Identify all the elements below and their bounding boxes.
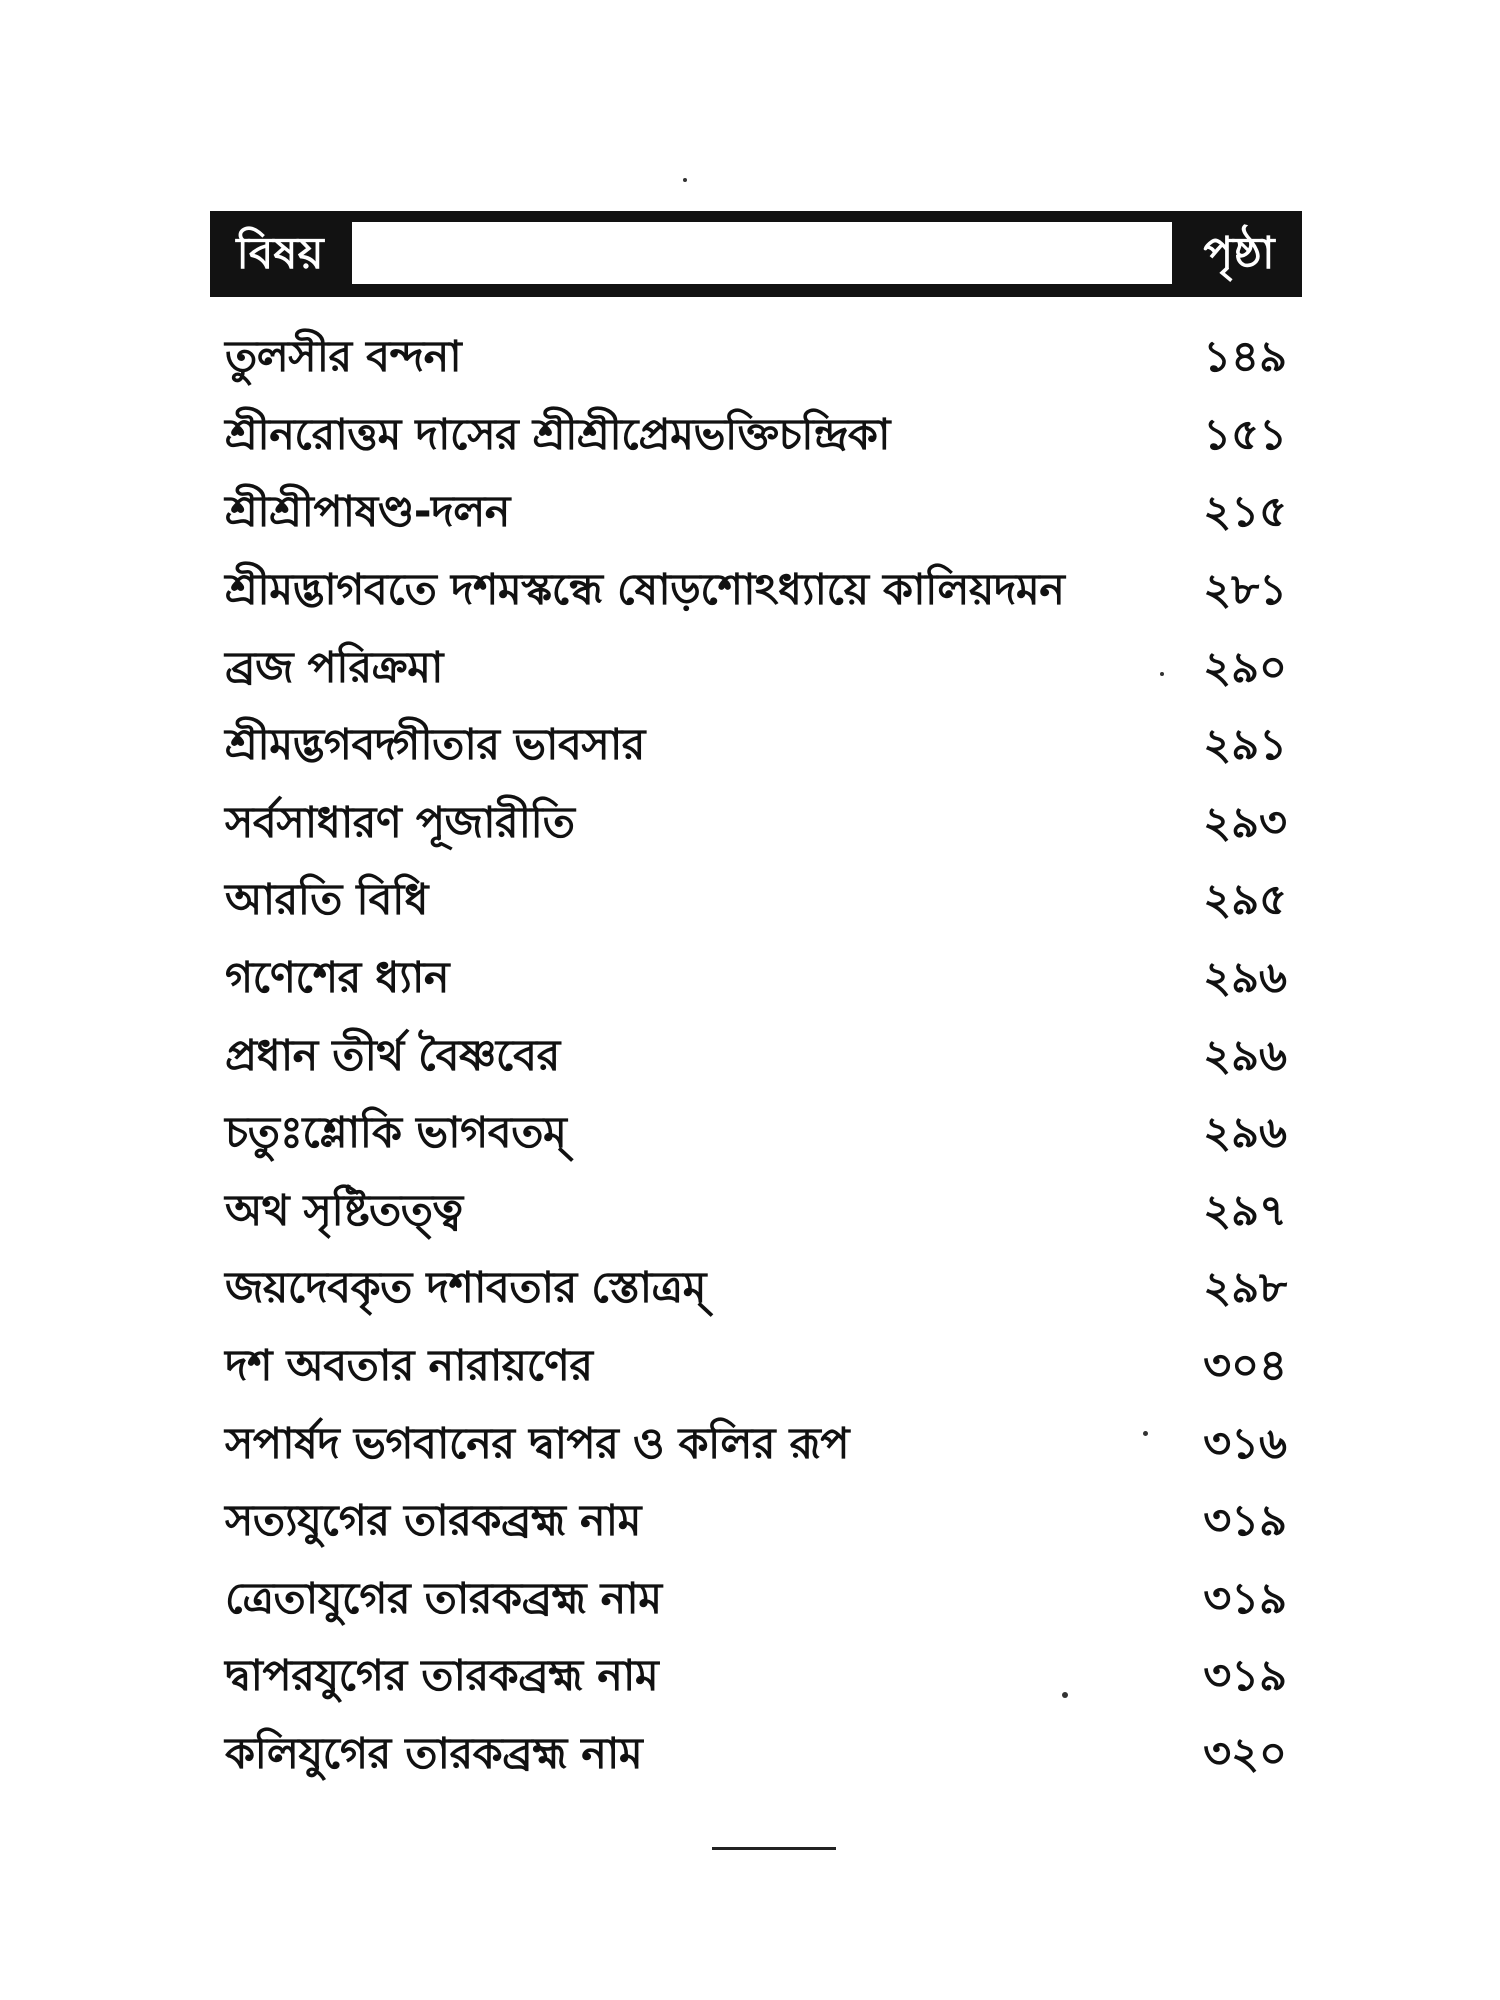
toc-entry-page: ১৪৯ bbox=[1203, 332, 1287, 383]
toc-entry-title: কলিযুগের তারকব্রহ্ম নাম bbox=[225, 1728, 643, 1779]
toc-entry bbox=[225, 1564, 1295, 1642]
toc-entry bbox=[225, 1719, 1295, 1797]
toc-header bbox=[210, 211, 1302, 297]
toc-entry bbox=[225, 710, 1295, 788]
toc-entry-title: দশ অবতার নারায়ণের bbox=[225, 1341, 593, 1392]
toc-entry-page: ৩১৯ bbox=[1203, 1573, 1287, 1624]
toc-entry-page: ২৮১ bbox=[1203, 565, 1287, 616]
toc-entry bbox=[225, 1098, 1295, 1176]
toc-entry-page: ২১৫ bbox=[1203, 487, 1287, 538]
end-rule bbox=[712, 1847, 836, 1850]
toc-entry bbox=[225, 1408, 1295, 1486]
toc-entry-page: ২৯৬ bbox=[1203, 953, 1287, 1004]
subject-header-label: বিষয় bbox=[236, 228, 324, 279]
header-blank-panel bbox=[352, 222, 1172, 284]
toc-entry-page: ২৯৩ bbox=[1203, 797, 1287, 848]
toc-entry-title: চতুঃশ্লোকি ভাগবতম্ bbox=[225, 1108, 567, 1159]
toc-entry-title: শ্রীমদ্ভগবদ্গীতার ভাবসার bbox=[225, 720, 645, 771]
toc-entry-title: আরতি বিধি bbox=[225, 875, 428, 926]
toc-entry bbox=[225, 555, 1295, 633]
toc-entry-title: অথ সৃষ্টিতত্ত্ব bbox=[225, 1185, 463, 1236]
toc-entry-title: ত্রেতাযুগের তারকব্রহ্ম নাম bbox=[225, 1573, 662, 1624]
toc-entry bbox=[225, 1253, 1295, 1331]
toc-entry bbox=[225, 865, 1295, 943]
toc-entry bbox=[225, 788, 1295, 866]
toc-entry bbox=[225, 400, 1295, 478]
page-header-label: পৃষ্ঠা bbox=[1203, 228, 1275, 279]
toc-entry-page: ৩১৯ bbox=[1203, 1651, 1287, 1702]
toc-entry bbox=[225, 1486, 1295, 1564]
toc-entry-page: ১৫১ bbox=[1203, 409, 1287, 460]
toc-entry-title: শ্রীনরোত্তম দাসের শ্রীশ্রীপ্রেমভক্তিচন্দ্রিকা bbox=[225, 409, 890, 460]
toc-entry bbox=[225, 1641, 1295, 1719]
toc-entry-title: তুলসীর বন্দনা bbox=[225, 332, 462, 383]
toc-entry-page: ২৯৫ bbox=[1203, 875, 1287, 926]
toc-entry-title: গণেশের ধ্যান bbox=[225, 953, 450, 1004]
toc-entry-page: ২৯৭ bbox=[1203, 1185, 1287, 1236]
toc-entry-page: ৩২০ bbox=[1203, 1728, 1287, 1779]
toc-entry-page: ২৯৬ bbox=[1203, 1030, 1287, 1081]
toc-entry-title: ব্রজ পরিক্রমা bbox=[225, 642, 443, 693]
toc-entry-title: জয়দেবকৃত দশাবতার স্তোত্রম্ bbox=[225, 1263, 707, 1314]
toc-entry-title: সপার্ষদ ভগবানের দ্বাপর ও কলির রূপ bbox=[225, 1418, 850, 1469]
toc-entry-title: সত্যযুগের তারকব্রহ্ম নাম bbox=[225, 1496, 641, 1547]
toc-entry-page: ২৯০ bbox=[1203, 642, 1287, 693]
toc-entry bbox=[225, 1020, 1295, 1098]
toc-entry-title: সর্বসাধারণ পূজারীতি bbox=[225, 797, 575, 848]
toc-entry-page: ২৯৮ bbox=[1203, 1263, 1287, 1314]
ink-speck bbox=[683, 178, 687, 182]
toc-entry bbox=[225, 943, 1295, 1021]
toc-entry bbox=[225, 1331, 1295, 1409]
toc-entry-title: শ্রীমদ্ভাগবতে দশমস্কন্ধে ষোড়শোঽধ্যায়ে কালিয়দমন bbox=[225, 565, 1065, 616]
toc-entry-title: শ্রীশ্রীপাষণ্ড-দলন bbox=[225, 487, 510, 538]
toc-entry bbox=[225, 1176, 1295, 1254]
toc-list bbox=[225, 322, 1295, 1796]
toc-entry-page: ৩১৯ bbox=[1203, 1496, 1287, 1547]
toc-entry-page: ৩১৬ bbox=[1203, 1418, 1287, 1469]
toc-entry bbox=[225, 322, 1295, 400]
toc-entry bbox=[225, 477, 1295, 555]
toc-entry-page: ২৯৬ bbox=[1203, 1108, 1287, 1159]
toc-entry bbox=[225, 632, 1295, 710]
toc-entry-page: ৩০৪ bbox=[1203, 1341, 1287, 1392]
toc-entry-page: ২৯১ bbox=[1203, 720, 1287, 771]
toc-entry-title: দ্বাপরযুগের তারকব্রহ্ম নাম bbox=[225, 1651, 659, 1702]
toc-entry-title: প্রধান তীর্থ বৈষ্ণবের bbox=[225, 1030, 560, 1081]
